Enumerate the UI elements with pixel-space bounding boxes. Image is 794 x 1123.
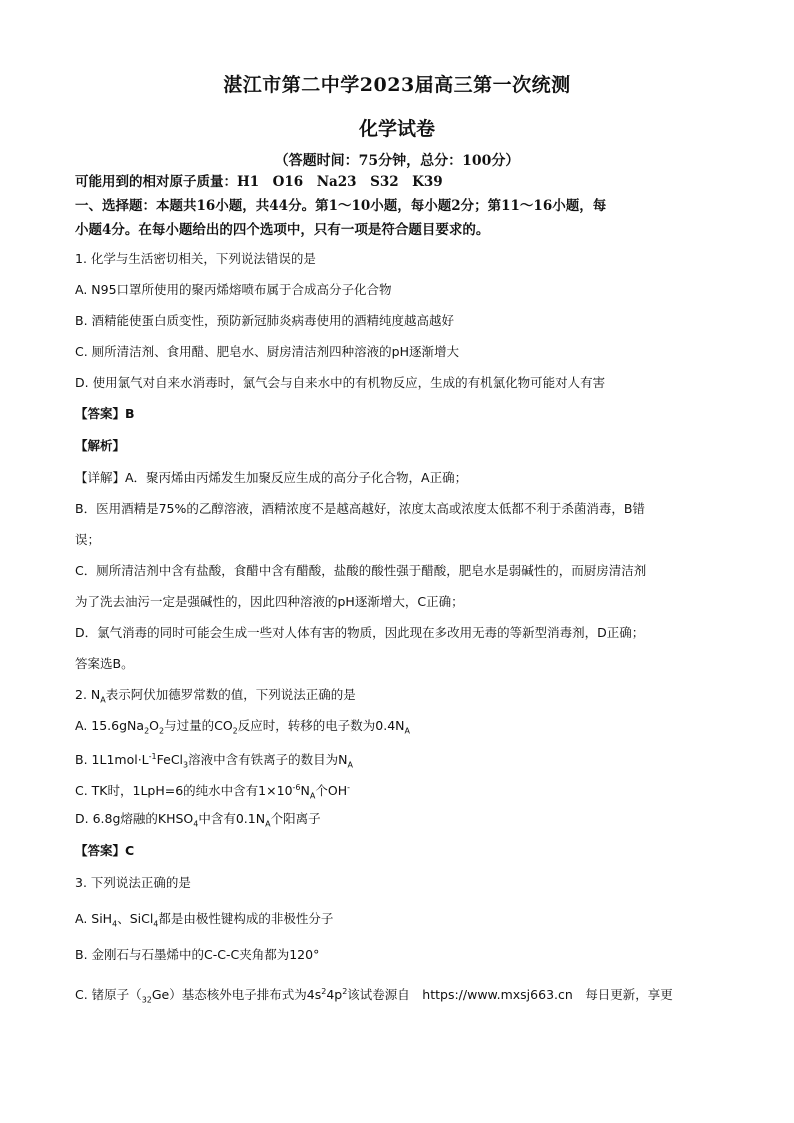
page-title: 湛江市第二中学2023届高三第一次统测 <box>223 74 571 96</box>
q1-detail-b1: B．医用酒精是75%的乙醇溶液，酒精浓度不是越高越好，浓度太高或浓度太低都不利于杀菌消毒，B错 <box>75 501 645 516</box>
q1-option-b: B. 酒精能使蛋白质变性，预防新冠肺炎病毒使用的酒精纯度越高越好 <box>75 313 455 328</box>
q1-stem: 1. 化学与生活密切相关，下列说法错误的是 <box>75 251 316 266</box>
q3-option-c: C. 锗原子$(_{32}Ge)$基态核外电子排布式为$4s^24p^2$该试卷源自 https://www.mxsj663.cn 每日更新，享更 <box>75 987 673 1005</box>
q3-option-b: B. 金刚石与石墨烯中的C-C-C夹角都为120° <box>75 947 320 962</box>
q1-answer: 【答案】B <box>75 406 135 421</box>
exam-info: （答题时间：75分钟，总分：100分） <box>274 153 520 169</box>
q1-detail-d: D．氯气消毒的同时可能会生成一些对人体有害的物质，因此现在多改用无毒的等新型消毒剂，D正确； <box>75 625 645 640</box>
q1-conclusion: 答案选B。 <box>75 656 134 671</box>
q3-stem: 3. 下列说法正确的是 <box>75 875 191 890</box>
q1-detail-c1: C．厕所清洁剂中含有盐酸，食醋中含有醋酸，盐酸的酸性强于醋酸，肥皂水是弱碱性的，而厨房清洁剂 <box>75 563 647 578</box>
q3-option-a: A. SiH$_4$、SiCl$_4$都是由极性键构成的非极性分子 <box>75 911 334 929</box>
q2-option-b: B. $1L1mol\cdot L^{-1}FeCl_3$溶液中含有铁离子的数目为$N_A$ <box>75 752 353 770</box>
q1-detail-c2: 为了洗去油污一定是强碱性的，因此四种溶液的pH逐渐增大，C正确； <box>75 594 464 609</box>
q1-detail-b2: 误； <box>75 532 101 547</box>
section-heading-line1: 一、选择题：本题共16小题，共44分。第1～10小题，每小题2分；第11～16小题，每 <box>75 198 607 214</box>
q2-option-c: C. TK时，1LpH=6的纯水中含有$1\times 10^{-6}N_A$个OH- <box>75 783 350 801</box>
q2-option-a: A. $15.6gNa_2O_2$与过量的$CO_2$反应时，转移的电子数为$0.4N_A$ <box>75 718 410 736</box>
q2-option-d: D. 6.8g熔融的$KHSO_4$中含有$0.1N_A$个阳离子 <box>75 811 321 829</box>
section-heading-line2: 小题4分。在每小题给出的四个选项中，只有一项是符合题目要求的。 <box>75 222 490 238</box>
q2-answer: 【答案】C <box>75 843 135 858</box>
q1-option-c: C. 厕所清洁剂、食用醋、肥皂水、厨房清洁剂四种溶液的pH逐渐增大 <box>75 344 460 359</box>
q1-analysis-label: 【解析】 <box>75 438 126 453</box>
subject-title: 化学试卷 <box>358 118 435 140</box>
atomic-mass-line: 可能用到的相对原子质量：H1 O16 Na23 S32 K39 <box>75 174 443 190</box>
q1-option-a: A. N95口罩所使用的聚丙烯熔喷布属于合成高分子化合物 <box>75 282 392 297</box>
q1-option-d: D. 使用氯气对自来水消毒时，氯气会与自来水中的有机物反应，生成的有机氯化物可能对人有害 <box>75 375 606 390</box>
q1-detail-a: 【详解】A．聚丙烯由丙烯发生加聚反应生成的高分子化合物，A正确； <box>75 470 468 485</box>
q2-stem: 2. $N_A$表示阿伏加德罗常数的值，下列说法正确的是 <box>75 687 356 705</box>
